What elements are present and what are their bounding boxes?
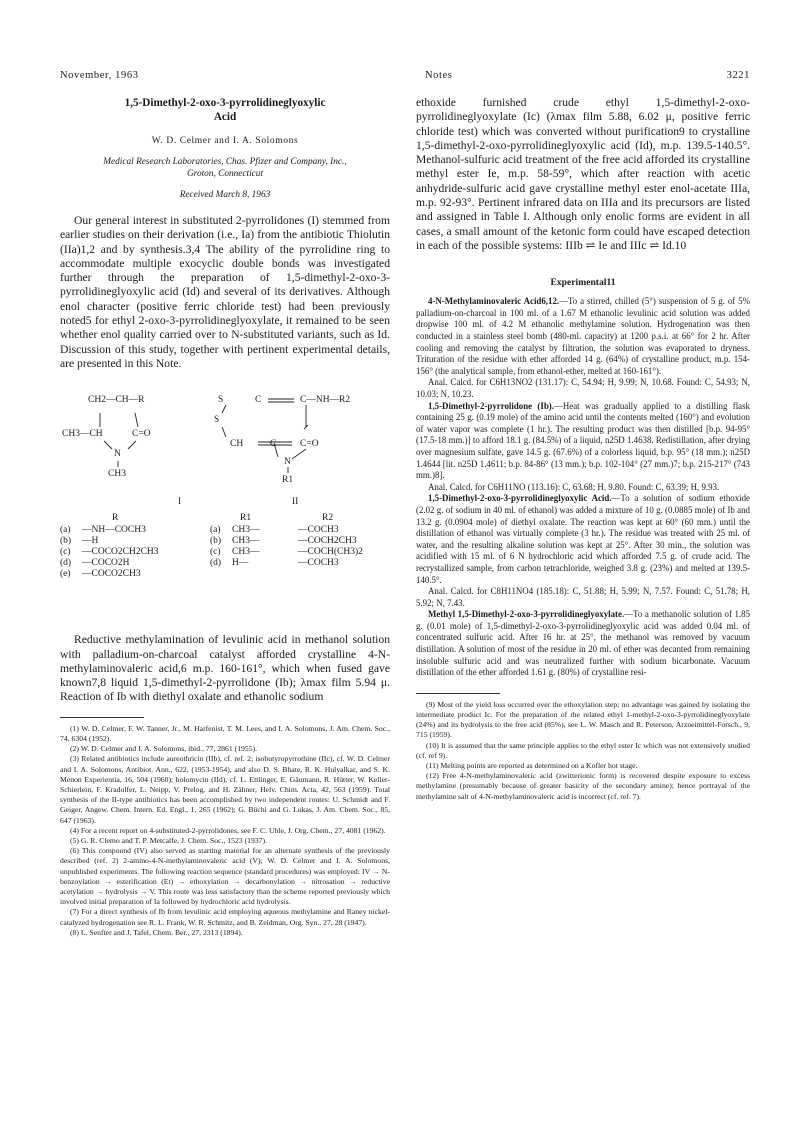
- table-i-key-a: (a): [60, 525, 71, 536]
- affiliation: [60, 156, 390, 180]
- footnote-8: (8) L. Senfter and J. Tafel, Chem. Ber., 27, 2313 (1894).: [70, 927, 243, 937]
- footnote-5: (5) G. R. Clemo and T. P. Metcalfe, J. Chem. Soc., 1523 (1937).: [70, 835, 268, 845]
- right-column: [416, 96, 750, 802]
- left-column: [60, 96, 390, 938]
- table-ii-key-b: (b): [210, 536, 222, 547]
- running-head: [60, 70, 750, 86]
- ring-ii-n-substituent: R1: [282, 475, 294, 486]
- title-line-2: Acid: [213, 111, 237, 123]
- authors: W. D. Celmer and I. A. Solomons: [151, 136, 299, 146]
- experimental-heading: Experimental11: [550, 277, 616, 289]
- ring-ii-carbon-mid: C: [270, 439, 277, 450]
- table-ii-r1-b: CH3—: [232, 536, 260, 547]
- experimental-paragraph-3: [416, 493, 750, 586]
- table-ii-r2-d: —COCH3: [298, 558, 339, 569]
- experimental-paragraph-4: [416, 609, 750, 679]
- exp-4-title: Methyl 1,5-Dimethyl-2-oxo-3-pyrrolidineglyoxylate.: [428, 609, 625, 620]
- table-i-val-e: —COCO2CH3: [82, 569, 141, 580]
- experimental-paragraph-2: [416, 401, 750, 482]
- received-date: Received March 8, 1963: [179, 190, 271, 200]
- table-ii-header-r1: R1: [240, 513, 252, 524]
- footnote-divider-left: [60, 717, 144, 718]
- footnote-4: (4) For a recent report on 4-substituted-2-pyrrolidones, see F. C. Uhle, J. Org. Chem., 27, 4081 (1962).: [70, 825, 386, 835]
- footnote-divider-right: [416, 693, 500, 694]
- footnotes-left: [60, 724, 390, 938]
- header-section: Notes: [425, 70, 453, 81]
- ring-ii-amide: C—NH—R2: [300, 395, 351, 406]
- table-ii-r2-c: —COCH(CH3)2: [298, 547, 363, 558]
- ring-i-n-methyl: CH3: [108, 469, 126, 480]
- table-i-val-a: —NH—COCH3: [82, 525, 146, 536]
- footnotes-right: [416, 700, 750, 802]
- table-i-header: R: [112, 513, 119, 524]
- exp-3-title: 1,5-Dimethyl-2-oxo-3-pyrrolidineglyoxylic Acid.: [428, 493, 612, 504]
- exp-1-body: —To a stirred, chilled (5°) suspension of 5 g. of 5% palladium-on-charcoal in 100 ml. of a 1.67 M ethanolic levulinic acid solution was added dropwise 100 ml. of 4.2 M ethanolic methylamine solution. Hydrogenation was then conducted in a stainless steel bomb (480-ml. capacity) at 1200 p.s.i. at 66° for 2 hr. After cooling and removing the catalyst by filtration, the solution was evaporated to dryness. Trituration of the residue with ether afforded 14 g. (64%) of crystalline product, m.p. 154-156° (the analytical sample, from ethanol-ether, melted at 160-161°).: [416, 296, 751, 376]
- experimental-analysis-1: Anal. Calcd. for C6H13NO2 (131.17): C, 54.94; H, 9.99; N, 10.68. Found: C, 54.93; N, 10.03; N, 10.23.: [416, 377, 750, 400]
- table-i-key-b: (b): [60, 536, 72, 547]
- table-i-key-e: (e): [60, 569, 71, 580]
- table-i-key-d: (d): [60, 558, 72, 569]
- footnote-9: (9) Most of the yield loss occurred over the ethoxylation step; no advantage was gained by isolating the intermediate product Ic. For the preparation of the related ethyl 1-methyl-2-oxo-3-pyrrolidineglyoxylate (24%) and its hydrolysis to the free acid (85%), see L. W. Masch and R. Peterson, Arzneimittel-Forsch., 9, 715 (1959).: [416, 699, 750, 740]
- ring-i-carbonyl: C=O: [132, 429, 151, 440]
- table-i-val-b: —H: [82, 536, 99, 547]
- affiliation-line-1: Medical Research Laboratories, Chas. Pfizer and Company, Inc.,: [103, 157, 347, 167]
- ring-ii-carbonyl: C=O: [300, 439, 319, 450]
- footnote-11: (11) Melting points are reported as determined on a Kofler hot stage.: [426, 761, 638, 771]
- ring-i-left: CH3—CH: [62, 429, 103, 440]
- exp-2-body: —Heat was gradually applied to a distilling flask containing 25 g. (0.19 mole) of the amino acid until the contents melted (160°) and evolution of water vapor was complete (1 hr.). The resulting product was then distilled [b.p. 94-95° (17.5-18 mm.)] to afford 18.1 g. (84.5%) of a liquid, n25D 1.4638. Redistillation, after drying over magnesium sulfate, gave 14.5 g. (67.6%) of a colorless liquid, b.p. 95° (18 mm.); n25D 1.4644 [lit. n25D 1.4611; b.p. 84-86° (13 mm.); b.p. 102-104° (27 mm.)7; b.p. 215-217° (743 mm.)8].: [416, 400, 750, 481]
- structure-label-i: I: [178, 497, 182, 508]
- structure-label-ii: II: [292, 497, 299, 508]
- table-ii-key-d: (d): [210, 558, 222, 569]
- table-ii-r1-d: H—: [232, 558, 249, 569]
- table-ii-key-a: (a): [210, 525, 221, 536]
- ring-i-top: CH2—CH—R: [88, 395, 145, 406]
- ring-ii-carbon-top: C: [255, 395, 262, 406]
- experimental-analysis-2: Anal. Calcd. for C6H11NO (113.16): C, 63.68; H, 9.80. Found: C, 63.39; H, 9.93.: [428, 481, 720, 492]
- experimental-analysis-3: Anal. Calcd. for C8H11NO4 (185.18): C, 51.88; H, 5.99; N, 7.57. Found: C, 51.78; H, 5.92; N, 7.43.: [416, 586, 750, 608]
- footnote-3: (3) Related antibiotics include aureothricin (IIb), cf. ref. 2; isobutyropyrrothine (IIc), cf. W. D. Celmer and I. A. Solomons, Antibiot. Ann., 622, (1953-1954), and also D. S. Bhate, R. K. Hulyalkar, and S. K. Menon Experientia, 16, 504 (1960); holomycin (IId), cf. L. Ettlinger, E. Gäumann, R. Hütter, W. Keller-Schierlein, F. Kradolfer, L. Neipp, V. Prelog, and H. Zähner, Helv. Chim. Acta, 42, 563 (1959). Total synthesis of the II-type antibiotics has been accomplished by two independent routes: U. Schmidt and F. Geiger, Angew. Chem. Intern. Ed. Engl., 1, 265 (1962); G. Büchi and G. Lukas, J. Am. Chem. Soc., 85, 647 (1963).: [60, 754, 390, 825]
- table-i-key-c: (c): [60, 547, 71, 558]
- footnote-2: (2) W. D. Celmer and I. A. Solomons, ibid., 77, 2861 (1955).: [70, 744, 258, 754]
- ring-ii-nitrogen: N: [284, 457, 291, 468]
- table-i-val-d: —COCO2H: [82, 558, 130, 569]
- table-ii-r1-a: CH3—: [232, 525, 260, 536]
- ring-i-nitrogen: N: [114, 449, 121, 460]
- table-ii-r1-c: CH3—: [232, 547, 260, 558]
- article-title: [60, 96, 390, 124]
- body-paragraph-2: Reductive methylamination of levulinic acid in methanol solution with palladium-on-charcoal catalyst afforded crystalline 4-N-methylaminovaleric acid,6 m.p. 160-161°, which when fused gave known7,8 liquid 1,5-dimethyl-2-pyrrolidone (Ib); λmax film 5.94 μ. Reaction of Ib with diethyl oxalate and ethanolic sodium: [60, 633, 390, 704]
- footnote-7: (7) For a direct synthesis of Ib from levulinic acid employing aqueous methylamine and Raney nickel-catalyzed hydrogenation see R. L. Frank, W. R. Schmitz, and B. Zeidman, Org. Syn., 27, 28 (1947).: [60, 907, 390, 927]
- exp-3-body: —To a solution of sodium ethoxide (2.02 g. of sodium in 40 ml. of ethanol) was added a mixture of 10 g. (0.0885 mole) of Ib and 13.2 g. (0.0904 mole) of diethyl oxalate. The reaction was kept at 60° (60 mm.) until the distillation of ethanol was virtually complete (3 hr.). The residue was treated with 25 ml. of water, and the resulting alkaline solution was kept at 25°. After 30 min., the solution was acidified with 15 ml. of 6 N hydrochloric acid which afforded 7.5 g. of crude acid. The recrystallized sample, from carbon tetrachloride, weighed 3.8 g. (23%) and melted at 139.5-140.5°.: [416, 493, 750, 585]
- table-ii-r2-b: —COCH2CH3: [298, 536, 357, 547]
- structure-diagrams: [60, 383, 390, 625]
- footnote-10: (10) It is assumed that the same principle applies to the ethyl ester Ic which was not extensively studied (cf. ref 9).: [416, 740, 750, 760]
- exp-2-title: 1,5-Dimethyl-2-pyrrolidone (Ib).: [428, 400, 554, 411]
- table-i-val-c: —COCO2CH2CH3: [82, 547, 159, 558]
- right-intro-paragraph: ethoxide furnished crude ethyl 1,5-dimethyl-2-oxo-pyrrolidineglyoxylate (Ic) (λmax film 5.88, 6.02 μ, positive ferric chloride test) which was converted without purification9 to crystalline 1,5-dimethyl-2-oxo-pyrrolidineglyoxylic acid (Id), m.p. 139.5-140.5°. Methanol-sulfuric acid treatment of the free acid afforded its crystalline methyl ester Ie, m.p. 58-59°, which after reaction with acetic anhydride-sulfuric acid gave crystalline methyl ester enol-acetate IIIa, m.p. 92-93°. Pertinent infrared data on IIIa and its precursors are listed and assigned in Table I. Although only enolic forms are evident in all cases, a small amount of the ketonic form could have escaped detection in each of the possible systems: IIIb ⇌ Ie and IIIc ⇌ Id.10: [416, 96, 750, 252]
- footnote-12: (12) Free 4-N-methylaminovaleric acid (zwitterionic form) is recovered despite exposure to excess methylamine (presumably because of greater basicity of the secondary amine); hence portrayal of the methylamine salt of 4-N-methylaminovaleric acid is incorrect (cf. ref. 7).: [416, 771, 750, 801]
- table-ii-key-c: (c): [210, 547, 221, 558]
- intro-paragraph: Our general interest in substituted 2-pyrrolidones (I) stemmed from earlier studies on their derivation (i.e., Ia) from the antibiotic Thiolutin (IIa)1,2 and by synthesis.3,4 The ability of the pyrrolidine ring to accommodate multiple exocyclic double bonds was investigated further through the preparation of 1,5-dimethyl-2-oxo-3-pyrrolidineglyoxylic acid (Id) and several of its derivatives. Although enol character (positive ferric chloride test) had been previously noted5 for ethyl 2-oxo-3-pyrrolidineglyoxylate, it remained to be seen whether enol quality carried over to N-substituted variants, such as Id. Discussion of this study, together with pertinent experimental details, are presented in this Note.: [60, 214, 390, 370]
- exp-4-body: —To a methanolic solution of 1.85 g. (0.01 mole) of 1,5-dimethyl-2-oxo-3-pyrrolidineglyoxylic acid was added 0.04 ml. of concentrated sulfuric acid. After 16 hr. at 25°, the methanol was removed by vacuum distillation. A solution of most of the residue in 20 ml. of ether was decanted from remaining insoluble sulfuric acid and was neutralized further with sodium bicarbonate. Vacuum distillation of the ether afforded 1.61 g. (80%) of crystalline resi-: [416, 609, 751, 678]
- footnote-6: (6) This compound (IV) also served as starting material for an alternate synthesis of the previously described (ref. 2) 2-amino-4-N-methylaminovaleric acid (V); W. D. Celmer and I. A. Solomons, unpublished experiments. The following reaction sequence (standard procedures) was employed: IV → N-benzoylation → esterification (Et) → ethoxylation → decarbonylation → nitrosation → reductive acetylation → hydrolysis → V. This route was less satisfactory than the scheme reported previously which involved initial preparation of Ia followed by hydrochloric acid hydrolysis.: [60, 846, 390, 907]
- footnote-1: (1) W. D. Celmer, F. W. Tanner, Jr., M. Harfenist, T. M. Lees, and I. A. Solomons, J. Am. Chem. Soc., 74, 6304 (1952).: [60, 723, 390, 743]
- table-ii-r2-a: —COCH3: [298, 525, 339, 536]
- exp-1-title: 4-N-Methylaminovaleric Acid6,12.: [428, 296, 560, 307]
- ring-ii-sulfur-left: S: [214, 415, 220, 426]
- ring-ii-sulfur-top: S: [218, 395, 224, 406]
- structure-bonds: [60, 383, 390, 625]
- table-ii-header-r2: R2: [322, 513, 334, 524]
- affiliation-line-2: Groton, Connecticut: [186, 169, 264, 179]
- title-line-1: 1,5-Dimethyl-2-oxo-3-pyrrolidineglyoxylic: [124, 97, 326, 109]
- header-date: November, 1963: [60, 70, 139, 81]
- ring-ii-ch: CH: [230, 439, 244, 450]
- experimental-paragraph-1: [416, 296, 750, 377]
- page-number: 3221: [726, 70, 750, 81]
